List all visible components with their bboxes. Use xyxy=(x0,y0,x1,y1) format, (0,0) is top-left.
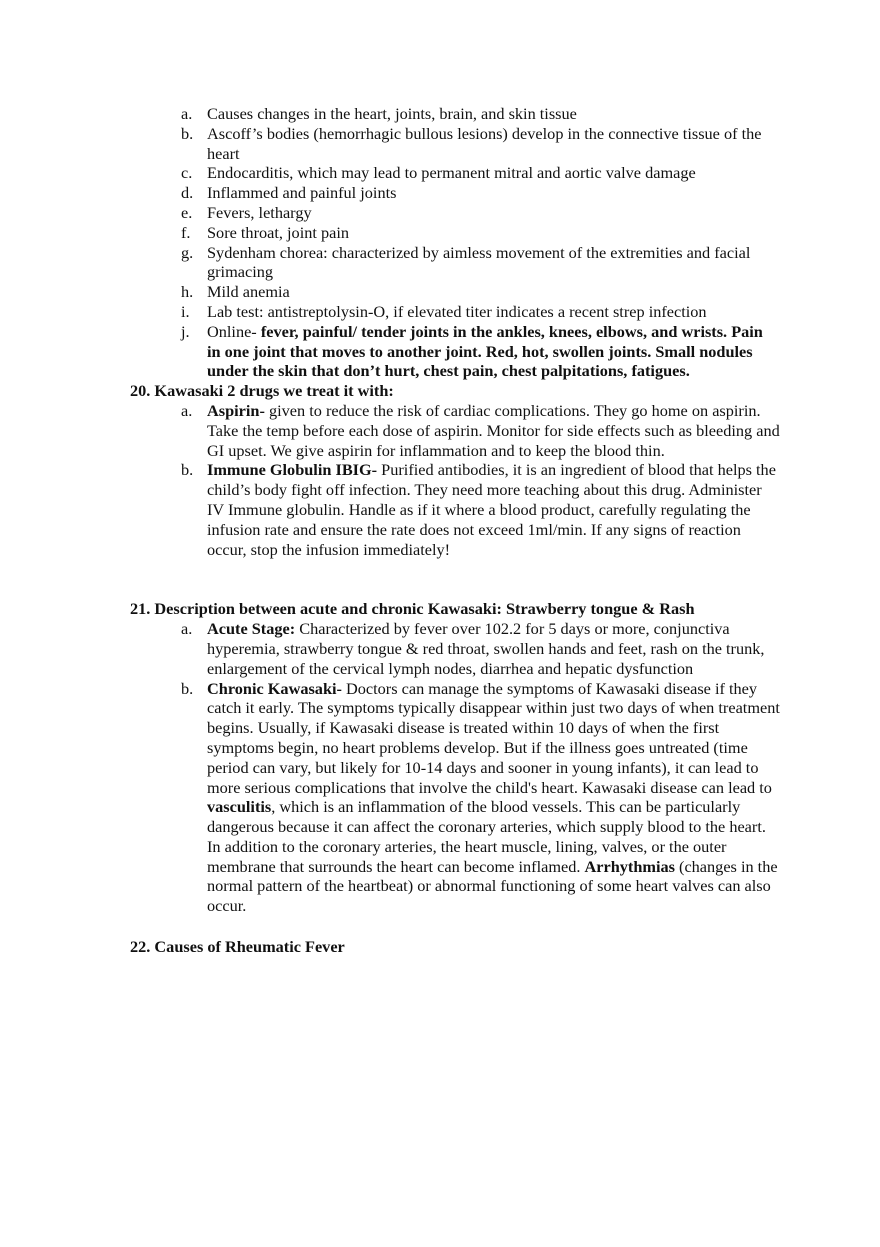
list-item-text: Causes changes in the heart, joints, brain, and skin tissue xyxy=(207,104,577,123)
list-marker: a. xyxy=(181,104,193,123)
list-item xyxy=(0,183,880,203)
section-20-heading: 20. Kawasaki 2 drugs we treat it with: xyxy=(130,381,394,401)
list-item-text: Online- xyxy=(207,321,261,341)
list-item xyxy=(0,401,880,460)
list-marker: j. xyxy=(181,321,190,341)
list-marker: a. xyxy=(181,400,193,420)
list-item-text: (changes in the normal pattern of the heartbeat) or abnormal functioning of some heart valves can also occur. xyxy=(207,856,778,916)
rheumatic-fever-list xyxy=(0,104,880,381)
term-vasculitis: vasculitis xyxy=(207,797,272,817)
term-arrhythmias: Arrhythmias xyxy=(584,856,675,876)
list-item-text: Purified antibodies, it is an ingredient of blood that helps the child’s body fight off infection. They need more teaching about this drug. Administer IV Immune globulin. Handle as if it where a blood product, carefully regulating the infusion rate and ensure the rate does not exceed 1ml/min. If any signs of reaction occur, stop the infusion immediately! xyxy=(207,460,776,559)
list-item-text: given to reduce the risk of cardiac complications. They go home on aspirin. Take the temp before each dose of aspirin. Monitor for side effects such as bleeding and GI upset. We give aspirin for inflammation and to keep the blood thin. xyxy=(207,400,780,460)
list-item xyxy=(0,619,880,678)
list-item-text: Characterized by fever over 102.2 for 5 days or more, conjunctiva hyperemia, strawberry tongue & red throat, swollen hands and feet, rash on the trunk, enlargement of the cervical lymph nodes, diarrhea and hepatic dysfunction xyxy=(207,619,765,678)
list-item xyxy=(0,322,880,381)
kawasaki-drugs-list xyxy=(0,401,880,559)
list-item-text: Sydenham chorea: characterized by aimless movement of the extremities and facial grimacing xyxy=(207,242,751,282)
list-marker: b. xyxy=(181,123,194,143)
list-item xyxy=(0,104,880,124)
list-marker: a. xyxy=(181,619,193,639)
section-21-heading: 21. Description between acute and chronic Kawasaki: Strawberry tongue & Rash xyxy=(130,599,695,619)
list-marker: h. xyxy=(181,282,194,302)
list-item xyxy=(0,124,880,164)
kawasaki-stages-list xyxy=(0,619,880,916)
list-item-text: Sore throat, joint pain xyxy=(207,222,349,242)
list-item-text: Fevers, lethargy xyxy=(207,202,312,222)
list-item-text: Endocarditis, which may lead to permanent mitral and aortic valve damage xyxy=(207,163,696,183)
list-item xyxy=(0,243,880,283)
list-item-text: Doctors can manage the symptoms of Kawasaki disease if they catch it early. The symptoms typically disappear within just two days of when treatment begins. Usually, if Kawasaki disease is treated within 10 days of when the first symptoms begin, no heart problems develop. But if the illness goes untreated (time period can vary, but likely for 10-14 days and sooner in young infants), it can lead to more serious complications that involve the child's heart. Kawasaki disease can lead to xyxy=(207,678,780,797)
stage-name: Acute Stage: xyxy=(207,619,296,639)
list-marker: b. xyxy=(181,678,194,698)
list-marker: f. xyxy=(181,222,191,242)
document-page xyxy=(0,104,880,957)
spacer xyxy=(0,559,880,599)
section-22-heading: 22. Causes of Rheumatic Fever xyxy=(130,937,345,957)
list-item xyxy=(0,203,880,223)
list-item-text: Ascoff’s bodies (hemorrhagic bullous lesions) develop in the connective tissue of the heart xyxy=(207,123,762,163)
list-item-text: , which is an inflammation of the blood vessels. This can be particularly dangerous because it can affect the coronary arteries, which supply blood to the heart. In addition to the coronary arteries, the heart muscle, lining, valves, or the outer membrane that surrounds the heart can become inflamed. xyxy=(207,797,766,876)
list-item xyxy=(0,223,880,243)
list-item-text: Lab test: antistreptolysin-O, if elevated titer indicates a recent strep infection xyxy=(207,301,707,321)
list-item xyxy=(0,679,880,917)
list-marker: g. xyxy=(181,242,194,262)
list-marker: e. xyxy=(181,202,193,222)
list-item xyxy=(0,163,880,183)
stage-name: Chronic Kawasaki- xyxy=(207,678,342,698)
list-item xyxy=(0,460,880,559)
drug-name: Immune Globulin IBIG- xyxy=(207,460,378,480)
spacer xyxy=(0,916,880,937)
list-item xyxy=(0,282,880,302)
list-marker: i. xyxy=(181,301,190,321)
list-item-bold-text: fever, painful/ tender joints in the ankles, knees, elbows, and wrists. Pain in one joint that moves to another joint. Red, hot, swollen joints. Small nodules under the skin that don’t hurt, chest pain, chest palpitations, fatigues. xyxy=(207,321,763,381)
list-marker: c. xyxy=(181,163,193,183)
list-item-text: Mild anemia xyxy=(207,282,290,302)
list-item xyxy=(0,302,880,322)
list-item-text: Inflammed and painful joints xyxy=(207,183,397,203)
list-marker: d. xyxy=(181,183,194,203)
drug-name: Aspirin- xyxy=(207,400,265,420)
list-marker: b. xyxy=(181,460,194,480)
